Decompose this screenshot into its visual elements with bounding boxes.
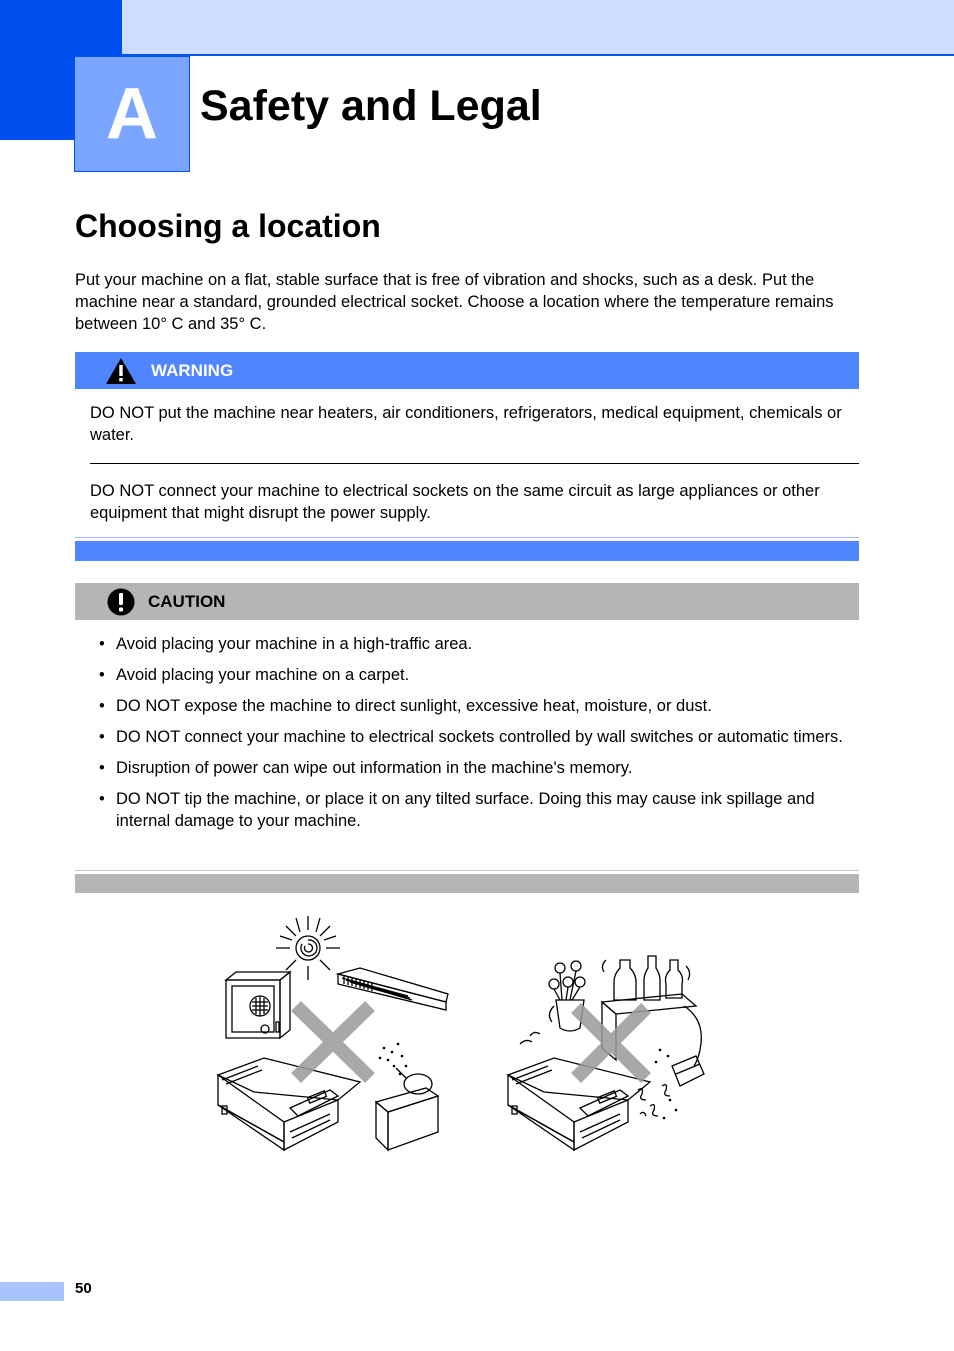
caution-header	[75, 583, 859, 620]
caution-label: CAUTION	[148, 592, 226, 611]
warning-divider	[90, 463, 859, 464]
header-band	[0, 0, 954, 56]
intro-paragraph: Put your machine on a flat, stable surface that is free of vibration and shocks, such as a desk. Put the machine near a standard, grounded electrical socket. Choose a location where the temperature remains between 10° C and 35° C.	[75, 271, 834, 333]
chapter-title: Safety and Legal	[200, 82, 542, 130]
list-item: • DO NOT connect your machine to electrical sockets controlled by wall switches or automatic timers.	[75, 726, 859, 748]
warning-footer-bar	[75, 541, 859, 561]
list-item: • Disruption of power can wipe out information in the machine's memory.	[75, 757, 859, 779]
header-side-block	[0, 56, 74, 140]
section-title: Choosing a location	[75, 208, 381, 244]
list-item: • DO NOT tip the machine, or place it on any tilted surface. Doing this may cause ink spillage and internal damage to your machine.	[75, 788, 859, 832]
warning-paragraph: DO NOT put the machine near heaters, air conditioners, refrigerators, medical equipment, chemicals or water.	[90, 404, 842, 444]
warning-header	[75, 352, 859, 389]
page-number: 50	[75, 1280, 92, 1297]
page-tab-marker	[0, 1282, 64, 1301]
caution-list	[75, 633, 859, 841]
warning-footer-line	[75, 537, 859, 538]
printer-near-heat-illustration	[210, 910, 460, 1160]
list-item: • DO NOT expose the machine to direct sunlight, excessive heat, moisture, or dust.	[75, 695, 859, 717]
warning-triangle-icon	[105, 357, 137, 385]
header-corner-block	[0, 0, 122, 56]
list-item: • Avoid placing your machine in a high-traffic area.	[75, 633, 859, 655]
warning-label: WARNING	[151, 361, 234, 380]
exclamation-circle-icon	[107, 588, 135, 616]
caution-footer-line	[75, 870, 859, 871]
printer-near-liquids-illustration	[500, 910, 730, 1160]
list-item: • Avoid placing your machine on a carpet.	[75, 664, 859, 686]
chapter-letter: A	[74, 56, 190, 172]
warning-paragraph: DO NOT connect your machine to electrical sockets on the same circuit as large appliances or other equipment that might disrupt the power supply.	[90, 482, 820, 522]
caution-footer-bar	[75, 874, 859, 893]
